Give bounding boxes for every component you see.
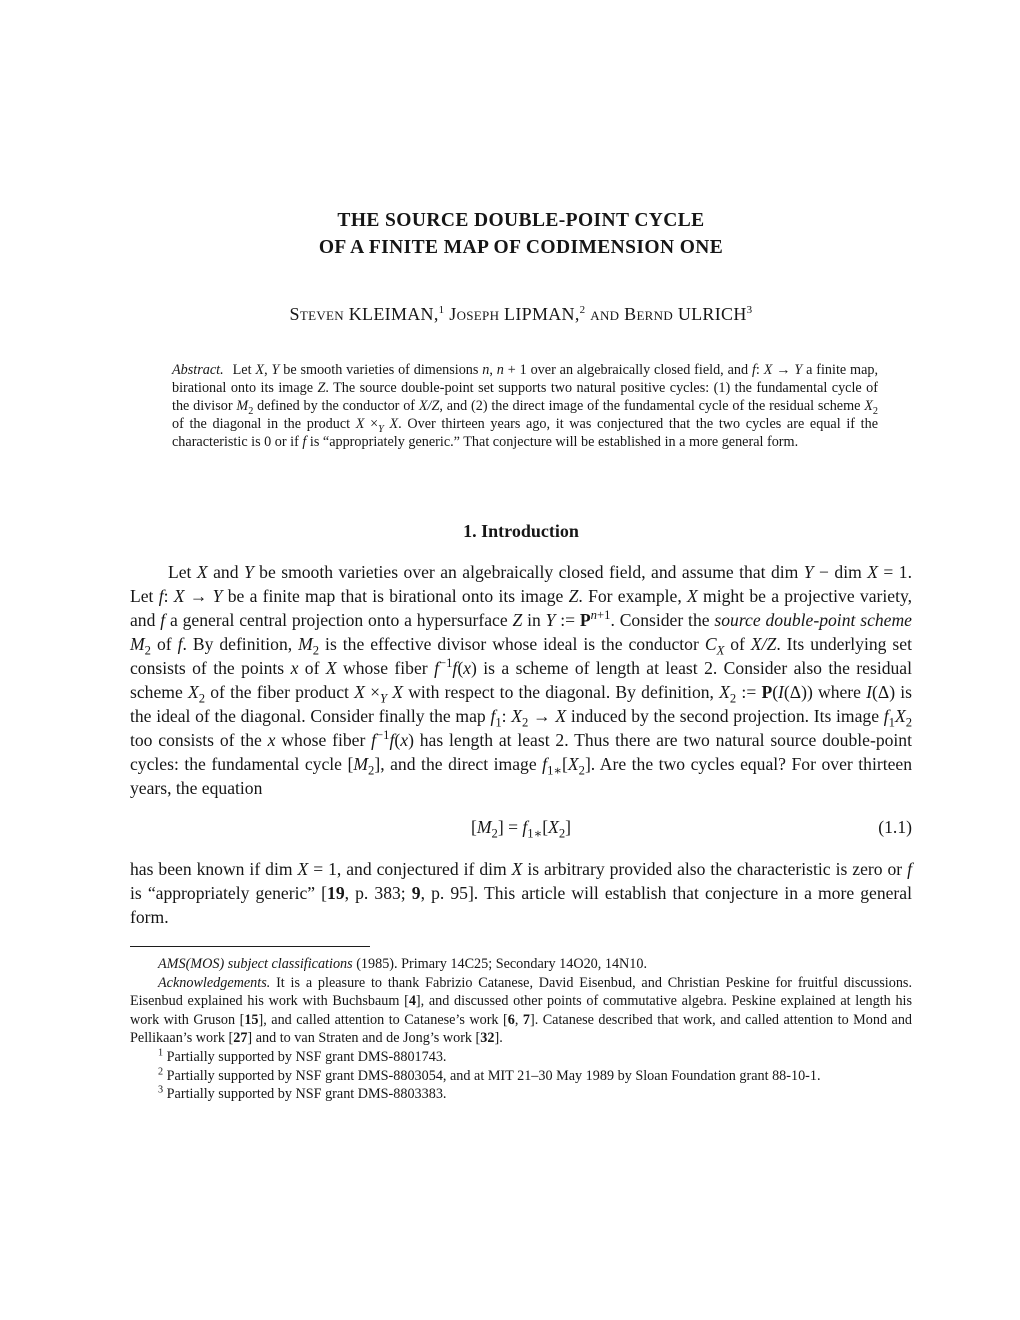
intro-paragraph-1: Let X and Y be smooth varieties over an algebraically closed field, and assume that dim Y − dim X = 1. Let f: X → Y be a finite map that is birational onto its image Z. For example, X might be a projective variety, and f a general central projection onto a hypersurface Z in Y := $P^{n+1}$. Consider the source double-point scheme $M_2$ of f. By definition, $M_2$ is the effective divisor whose ideal is the conductor $C_X$ of X/Z. Its underlying set consists of the points x of X whose fiber $f^{-1}f(x)$ is a scheme of length at least 2. Consider also the residual scheme $X_2$ of the fiber product $X \times_Y$ X with respect to the diagonal. By definition, $X_2$ := P(I(Δ)) where I(Δ) is the ideal of the diagonal. Consider finally the map $f_1$: $X_2 \to X$ induced by the second projection. Its image $f_1X_2$ too consists of the x whose fiber $f^{-1}f(x)$ has length at least 2. Thus there are two natural source double-point cycles: the fundamental cycle $[M_2]$, and the direct image $f_{1∗}[X_2]$. Are the two cycles equal? For over thirteen years, the equation — [130, 562, 913, 798]
paper-title — [130, 207, 912, 261]
intro-paragraph-2: has been known if dim X = 1, and conjectured if dim X is arbitrary provided also the characteristic is zero or f is “appropriately generic” [19, p. 383; 9, p. 95]. This article will establish that conjecture in a more general form. — [130, 859, 912, 927]
section-heading-introduction: 1. Introduction — [463, 521, 579, 541]
footnote-rule — [130, 946, 370, 947]
footnote-classifications: AMS(MOS) subject classifications (1985). Primary 14C25; Secondary 14O20, 14N10. — [158, 956, 648, 972]
authors-line: Steven KLEIMAN,$^1$ Joseph LIPMAN,$^2$ and Bernd ULRICH$^3$ — [289, 304, 753, 324]
equation-formula: $[M_2] = f_{1∗}[X_2]$ — [470, 817, 572, 841]
paper-title-line-2: OF A FINITE MAP OF CODIMENSION ONE — [318, 237, 724, 258]
text-column — [0, 207, 1020, 1104]
abstract-text: Let X, Y be smooth varieties of dimensions n, n + 1 over an algebraically closed field, and f: X → Y a finite map, birational onto its image Z. The source double-point set supports two natural positive cycles: (1) the fundamental cycle of the divisor $M_2$ defined by the conductor of X/Z, and (2) the direct image of the fundamental cycle of the residual scheme $X_2$ of the diagonal in the product $X \times_Y$ X. Over thirteen years ago, it was conjectured that the two cycles are equal if the characteristic is 0 or if f is “appropriately generic.” That conjecture will be established in a more general form. — [172, 362, 879, 450]
footnote-acknowledgements: Acknowledgements. It is a pleasure to thank Fabrizio Catanese, David Eisenbud, and Christian Peskine for fruitful discussions. Eisenbud explained his work with Buchsbaum [4], and discussed other points of commutative algebra. Peskine explained at length his work with Gruson [15], and called attention to Catanese’s work [6, 7]. Catanese described that work, and called attention to Mond and Pellikaan’s work [27] and to van Straten and de Jong’s work [32]. — [130, 974, 913, 1047]
abstract-block — [172, 361, 878, 451]
equation-number: (1.1) — [878, 817, 912, 837]
footnotes-block — [130, 955, 912, 1104]
footnote-2: $^2$ Partially supported by NSF grant DMS-8803054, and at MIT 21–30 May 1989 by Sloan Foundation grant 88-10-1. — [158, 1065, 821, 1084]
abstract-label: Abstract. — [172, 362, 224, 378]
display-equation — [130, 815, 912, 839]
footnote-1: $^1$ Partially supported by NSF grant DMS-8801743. — [158, 1047, 447, 1065]
paper-title-line-1: THE SOURCE DOUBLE-POINT CYCLE — [337, 210, 705, 231]
footnote-3: $^3$ Partially supported by NSF grant DMS-8803383. — [158, 1084, 447, 1103]
